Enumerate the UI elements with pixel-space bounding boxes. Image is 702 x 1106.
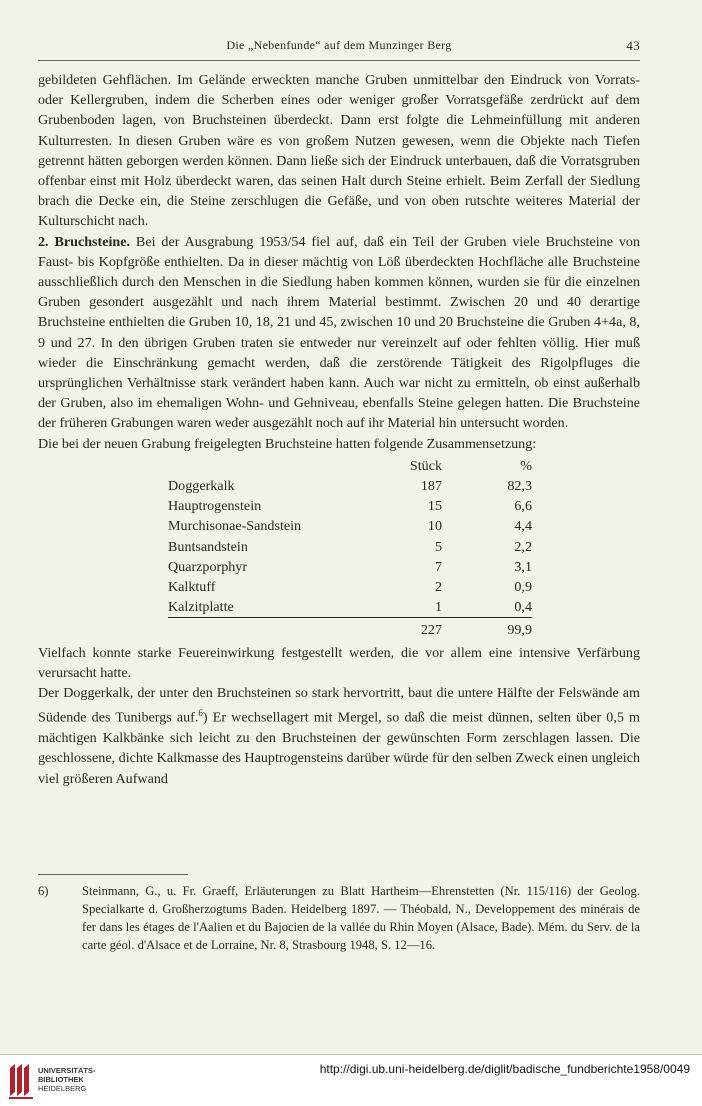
table-row xyxy=(168,537,532,557)
table-row xyxy=(168,577,532,597)
material-count: 2 xyxy=(434,579,442,596)
university-library-logo-icon xyxy=(7,1062,35,1100)
composition-table xyxy=(168,456,532,641)
running-title: Die „Nebenfunde“ auf dem Munzinger Berg xyxy=(226,38,452,52)
material-count: 5 xyxy=(434,538,442,555)
table-row xyxy=(168,496,532,516)
footnote-mark: 6) xyxy=(38,884,49,898)
total-percent: 99,9 xyxy=(442,618,532,641)
paragraph-5-text-a: Der Doggerkalk, der unter den Bruchsteinen so stark hervortritt, baut die untere Hälfte der Felswände am Südende des Tunibergs auf. xyxy=(38,685,640,726)
material-count: 1 xyxy=(434,599,442,616)
total-count: 227 xyxy=(368,618,442,641)
paragraph-5-text-b: ) Er wechsellagert mit Mergel, so daß die meist dünnen, selten über 0,5 m mächtigen Kalkbänke sich leicht zu den Bruchsteinen der gewünschten Form zerschlagen lassen. Die geschlossene, dichte Kalkmasse des Hauptrogensteins darüber würde für den selben Zweck einen ungleich viel größeren Aufwand xyxy=(38,709,640,787)
body-text xyxy=(38,70,640,789)
material-count: 10 xyxy=(427,518,442,535)
material-name: Buntsandstein xyxy=(168,538,248,555)
material-count: 7 xyxy=(434,558,442,575)
source-url-link[interactable]: http://digi.ub.uni-heidelberg.de/diglit/badische_fundberichte1958/0049 xyxy=(319,1062,690,1076)
section-heading-bruchsteine: 2. Bruchsteine. xyxy=(38,233,131,250)
table-row xyxy=(168,476,532,496)
material-count: 187 xyxy=(420,478,442,495)
library-name xyxy=(38,1066,96,1093)
material-percent: 0,9 xyxy=(514,579,532,596)
total-label-empty xyxy=(168,618,368,641)
table-row xyxy=(168,516,532,536)
footnote xyxy=(38,882,640,954)
library-line-2: BIBLIOTHEK xyxy=(38,1075,84,1084)
column-header-count: Stück xyxy=(409,457,442,474)
material-name: Hauptrogenstein xyxy=(168,498,262,515)
material-name: Doggerkalk xyxy=(168,478,235,495)
material-percent: 2,2 xyxy=(514,538,532,555)
paragraph-2-text: Bei der Ausgrabung 1953/54 fiel auf, daß ein Teil der Gruben viele Bruchsteine von Faust- bis Kopfgröße enthielten. Da in dieser mächtig von Löß überdeckten Hochfläche alle Bruchsteine ausschließlich durch den Menschen in die Siedlung haben kommen können, wurden sie für die einzelnen Gruben gesondert ausgezählt und nach ihrem Material bestimmt. Zwischen 20 und 40 derartige Bruchsteine enthielten die Gruben 10, 18, 21 und 45, zwischen 10 und 20 Bruchsteine die Gruben 4+4a, 8, 9 und 27. In den übrigen Gruben traten sie entweder nur vereinzelt auf oder fehlten völlig. Hier muß wieder die Einschränkung gemacht werden, daß die zerstörende Tätigkeit des Rigolpfluges die ursprünglichen Verhältnisse stark verändert haben kann. Auch war nicht zu ermitteln, ob einst außerhalb der Gruben, also im ehemaligen Wohn- und Gehniveau, ebenfalls Steine gelegen hatten. Die Bruchsteine der früheren Grabungen waren weder ausgezählt noch auf ihr Material hin untersucht worden. xyxy=(38,233,640,432)
material-count: 15 xyxy=(427,498,442,515)
paragraph-1: gebildeten Gehflächen. Im Gelände erweckten manche Gruben unmittelbar den Eindruck von Vorrats- oder Kellergruben, indem die Scherben eines oder weniger großer Vorratsgefäße zerdrückt auf dem Grubenboden lagen, von Bruchsteinen überdeckt. Dann erst folgte die Lehmeinfüllung mit anderen Kulturresten. In diesen Gruben wäre es von großem Nutzen gewesen, wenn die Objekte nach Tiefen getrennt hätten geborgen werden können. Dann ließe sich der Eindruck unterbauen, daß die Vorratsgruben offenbar einst mit Holz überdeckt waren, das seinen Halt durch Steine erhielt. Beim Zerfall der Siedlung brach die Decke ein, die Steine zerschlugen die Gefäße, und von oben rutschte weiteres Material der Kulturschicht nach. xyxy=(38,72,640,230)
library-line-1: UNIVERSITÄTS- xyxy=(38,1066,96,1075)
header-rule xyxy=(38,60,640,61)
paragraph-4: Vielfach konnte starke Feuereinwirkung festgestellt werden, die vor allem eine intensive Verfärbung verursacht hatte. xyxy=(38,644,640,681)
table-header-row xyxy=(168,456,532,476)
material-name: Murchisonae-Sandstein xyxy=(168,518,302,535)
material-name: Quarzporphyr xyxy=(168,558,248,575)
footnote-reference: 6 xyxy=(198,708,203,719)
material-name: Kalktuff xyxy=(168,579,216,596)
footnote-text: Steinmann, G., u. Fr. Graeff, Erläuterungen zu Blatt Hartheim—Ehrenstetten (Nr. 115/116) der Geolog. Specialkarte d. Großherzogtums Baden. Heidelberg 1897. — Théobald, N., Developpement des minérais de fer dans les étages de l'Aalien et du Bajocien de la vallée du Rhin Moyen (Alsace, Bade). Mém. du Serv. de la carte géol. d'Alsace et de Lorraine, Nr. 8, Strasbourg 1948, S. 12—16. xyxy=(82,884,640,952)
material-name: Kalzitplatte xyxy=(168,599,234,616)
material-percent: 4,4 xyxy=(514,518,532,535)
paragraph-5 xyxy=(38,683,640,789)
header-empty xyxy=(168,456,368,476)
column-header-percent: % xyxy=(520,457,532,474)
material-percent: 3,1 xyxy=(514,558,532,575)
table-row xyxy=(168,597,532,618)
table-row xyxy=(168,557,532,577)
paragraph-2 xyxy=(38,232,640,434)
material-percent: 0,4 xyxy=(514,599,532,616)
material-percent: 82,3 xyxy=(507,478,532,495)
footnote-rule xyxy=(38,874,188,875)
page-header xyxy=(38,38,640,54)
library-line-3: HEIDELBERG xyxy=(38,1084,87,1093)
table-total-row xyxy=(168,618,532,641)
page-number: 43 xyxy=(626,38,640,53)
paragraph-3: Die bei der neuen Grabung freigelegten Bruchsteine hatten folgende Zusammensetzung: xyxy=(38,435,537,452)
material-percent: 6,6 xyxy=(514,498,532,515)
